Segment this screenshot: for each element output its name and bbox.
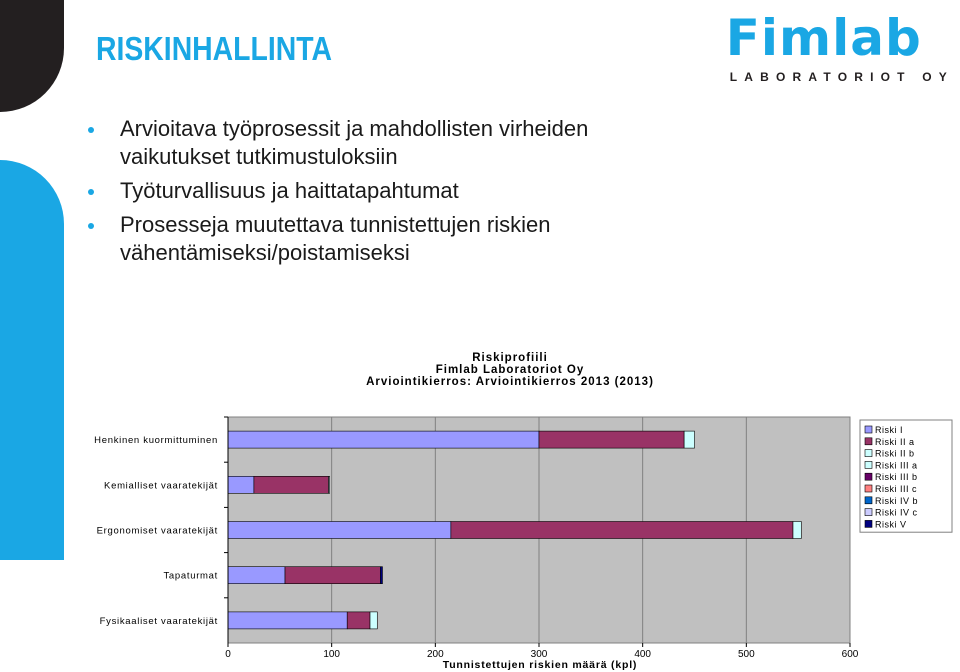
decorative-dark-shape [0, 0, 64, 112]
bar-segment [329, 476, 330, 493]
legend-swatch [865, 473, 872, 480]
category-labels [94, 417, 228, 627]
legend-label: Riski III c [875, 484, 918, 494]
legend-label: Riski II b [875, 448, 915, 459]
bar-segment [285, 567, 380, 584]
x-tick-label: 0 [225, 649, 231, 660]
bar-segment [254, 476, 329, 493]
chart-subtitle: Fimlab Laboratoriot Oy [435, 364, 585, 376]
bar-segment [228, 476, 254, 493]
bar-segment [228, 612, 347, 629]
bullet-item [80, 177, 640, 205]
bar-segment [380, 567, 382, 584]
bar-segment [228, 522, 451, 539]
legend-swatch [865, 426, 872, 433]
bullet-text: Työturvallisuus ja haittatapahtumat [120, 178, 459, 203]
legend-label: Riski V [875, 519, 907, 530]
legend-swatch [865, 438, 872, 445]
fimlab-logo [725, 9, 954, 84]
chart-title: Riskiprofiili [472, 352, 548, 364]
bar-segment [228, 567, 285, 584]
legend-label: Riski II a [875, 436, 915, 447]
category-label: Ergonomiset vaaratekijät [96, 525, 218, 537]
bullet-text: Arvioitava työprosessit ja mahdollisten virheiden vaikutukset tutkimustuloksiin [120, 116, 589, 169]
bullet-text: Prosesseja muutettava tunnistettujen riskien vähentämiseksi/poistamiseksi [120, 212, 551, 265]
x-tick-label: 600 [841, 649, 859, 660]
category-label: Henkinen kuormittuminen [94, 435, 218, 447]
bar-segment [451, 522, 793, 539]
bar-segment [347, 612, 370, 629]
legend-label: Riski III a [875, 460, 918, 471]
bar-segment [539, 431, 684, 448]
logo-subtitle: LABORATORIOT OY [729, 70, 954, 84]
category-label: Fysikaaliset vaaratekijät [99, 615, 218, 627]
legend-label: Riski III b [875, 472, 918, 483]
x-tick-label: 500 [737, 649, 755, 660]
legend-swatch [865, 461, 872, 468]
risk-profile-chart [0, 340, 960, 672]
x-tick-label: 300 [530, 649, 548, 660]
bullet-icon [88, 189, 94, 195]
category-label: Tapaturmat [163, 570, 218, 582]
x-tick-label: 400 [634, 649, 652, 660]
bullet-icon [88, 223, 94, 229]
legend-swatch [865, 520, 872, 527]
slide-title: RISKINHALLINTA [96, 30, 332, 67]
legend-label: Riski I [875, 425, 903, 435]
bar-segment [684, 431, 694, 448]
logo-wordmark: Fimlab [725, 9, 922, 67]
legend-swatch [865, 450, 872, 457]
bullet-list [80, 115, 640, 273]
legend-label: Riski IV c [875, 507, 918, 518]
bullet-icon [88, 127, 94, 133]
legend-swatch [865, 485, 872, 492]
chart-subtitle-2: Arviointikierros: Arviointikierros 2013 (2013) [366, 376, 654, 388]
category-label: Kemialliset vaaratekijät [104, 480, 218, 492]
bar-segment [228, 431, 539, 448]
legend-swatch [865, 509, 872, 516]
legend-swatch [865, 497, 872, 504]
x-tick-label: 200 [426, 649, 444, 660]
bar-segment [793, 522, 801, 539]
x-tick-label: 100 [323, 649, 341, 660]
legend-label: Riski IV b [875, 495, 919, 506]
bullet-item [80, 211, 640, 267]
bar-segment [370, 612, 377, 629]
legend [860, 420, 952, 532]
x-axis-title: Tunnistettujen riskien määrä (kpl) [442, 659, 638, 671]
bullet-item [80, 115, 640, 171]
